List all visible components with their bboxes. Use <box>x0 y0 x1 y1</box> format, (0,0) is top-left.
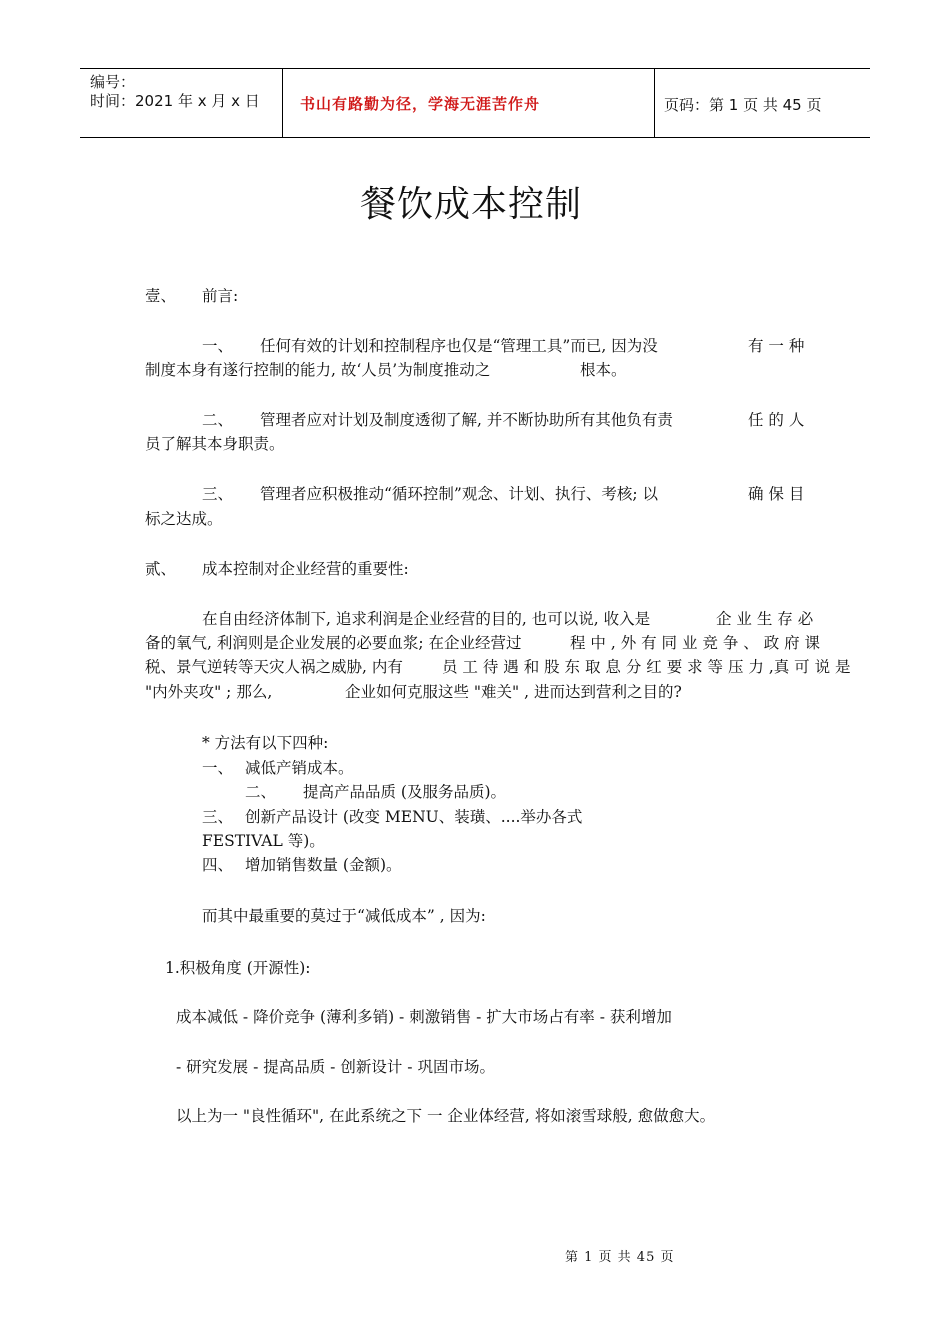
item-text: 任何有效的计划和控制程序也仅是“管理工具”而已, 因为没 <box>260 337 658 355</box>
item-text: 制度本身有遂行控制的能力, 故‘人员’为制度推动之 <box>145 361 491 379</box>
section2-heading: 成本控制对企业经营的重要性: <box>202 560 409 578</box>
chain-line: 成本减低 - 降价竞争 (薄利多销) - 刺激销售 - 扩大市场占有率 - 获利增加 <box>176 1008 672 1026</box>
item-text: 员了解其本身职责。 <box>145 435 285 453</box>
summary: 以上为一 "良性循环", 在此系统之下 一 企业体经营, 将如滚雪球般, 愈做愈大。 <box>176 1107 716 1125</box>
item-number: 三、 <box>202 485 234 503</box>
page-title: 餐饮成本控制 <box>360 184 583 225</box>
item-text: 标之达成。 <box>145 510 223 528</box>
number-label: 编号： <box>90 73 136 91</box>
paragraph-line: "内外夹攻" ; 那么, <box>145 683 273 701</box>
method-text: 提高产品品质 (及服务品质)。 <box>303 783 507 801</box>
paragraph-line: 税、景气逆转等天灾人祸之威胁, 内有 <box>145 658 403 676</box>
method-number: 三、 <box>202 808 234 826</box>
method-number: 二、 <box>245 783 277 801</box>
item-text-tail: 有 一 种 <box>748 337 805 355</box>
paragraph-line: 在自由经济体制下, 追求利润是企业经营的目的, 也可以说, 收入是 <box>202 610 651 628</box>
paragraph-line: 程 中 , 外 有 同 业 竞 争 、 政 府 课 <box>570 634 821 652</box>
method-text: 增加销售数量 (金额)。 <box>245 856 402 874</box>
item-number: 二、 <box>202 411 234 429</box>
item-number: 一、 <box>202 337 234 355</box>
motto: 书山有路勤为径，学海无涯苦作舟 <box>300 95 541 113</box>
methods-intro: * 方法有以下四种: <box>202 734 329 752</box>
method-number: 四、 <box>202 856 234 874</box>
section1-number: 壹、 <box>145 287 177 305</box>
paragraph-line: 企 业 生 存 必 <box>716 610 814 628</box>
item-text-tail: 根本。 <box>580 361 627 379</box>
header-divider <box>654 69 655 137</box>
paragraph-line: 员 工 待 遇 和 股 东 取 息 分 红 要 求 等 压 力 ,真 可 说 是 <box>442 658 851 676</box>
header-divider <box>282 69 283 137</box>
item-text: 管理者应积极推动“循环控制”观念、计划、执行、考核; 以 <box>260 485 658 503</box>
date-label: 时间：2021 年 x 月 x 日 <box>90 92 260 110</box>
section2-number: 贰、 <box>145 560 177 578</box>
method-number: 一、 <box>202 759 234 777</box>
method-text: 创新产品设计 (改变 MENU、装璜、....举办各式 <box>245 808 583 826</box>
page-info: 页码：第 1 页 共 45 页 <box>664 96 822 114</box>
document-header <box>80 68 870 138</box>
paragraph-line: 企业如何克服这些 "难关" , 进而达到营利之目的? <box>345 683 682 701</box>
method-text: FESTIVAL 等)。 <box>202 832 325 850</box>
item-text-tail: 确 保 目 <box>748 485 805 503</box>
chain-line: - 研究发展 - 提高品质 - 创新设计 - 巩固市场。 <box>176 1058 495 1076</box>
section1-heading: 前言: <box>202 287 239 305</box>
page-footer: 第 1 页 共 45 页 <box>565 1250 675 1265</box>
positive-heading: 1.积极角度 (开源性): <box>165 959 311 977</box>
item-text-tail: 任 的 人 <box>748 411 805 429</box>
conclusion: 而其中最重要的莫过于“减低成本” , 因为: <box>202 907 486 925</box>
method-text: 减低产销成本。 <box>245 759 354 777</box>
paragraph-line: 备的氧气, 利润则是企业发展的必要血浆; 在企业经营过 <box>145 634 522 652</box>
item-text: 管理者应对计划及制度透彻了解, 并不断协助所有其他负有责 <box>260 411 673 429</box>
